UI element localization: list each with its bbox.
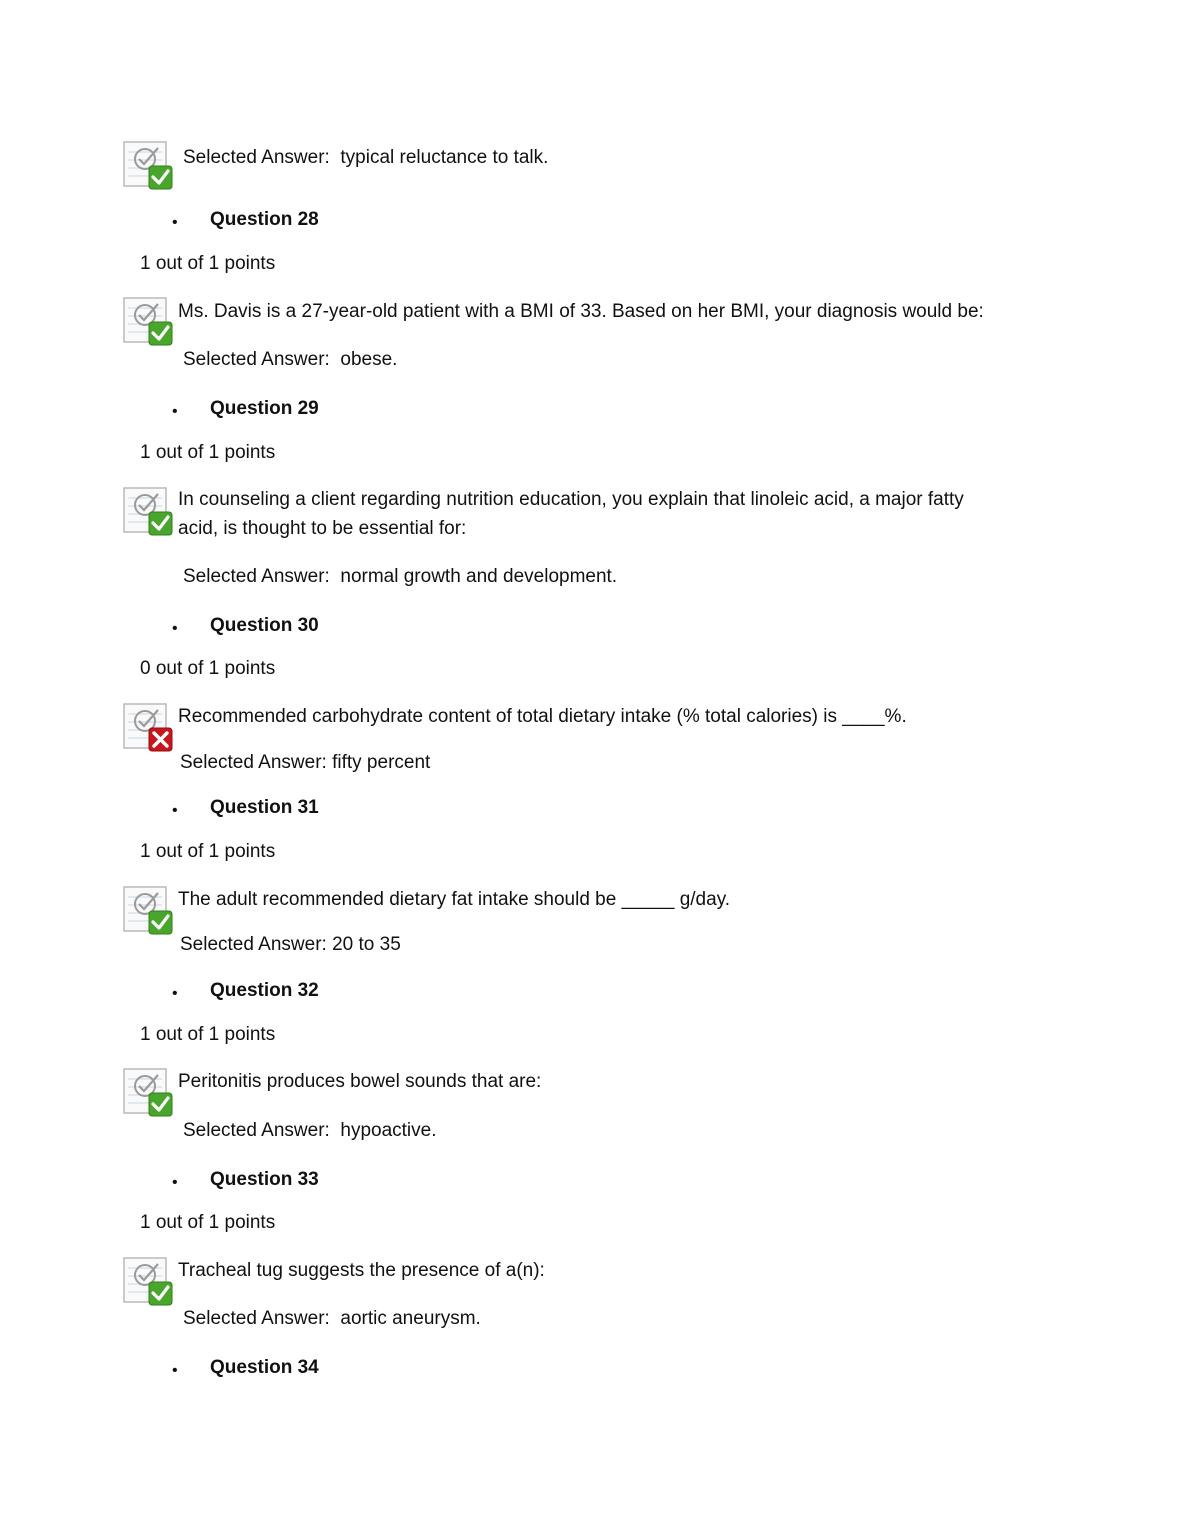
question-text: Recommended carbohydrate content of total dietary intake (% total calories) is ____%. — [178, 706, 907, 727]
question-text: The adult recommended dietary fat intake should be _____ g/day. — [178, 889, 731, 910]
selected-answer-value: obese. — [340, 349, 398, 370]
bullet: • — [172, 214, 178, 231]
points: 0 out of 1 points — [140, 658, 276, 679]
bullet: • — [172, 1362, 178, 1379]
correct-answer-icon — [122, 296, 174, 348]
points: 1 out of 1 points — [140, 253, 276, 274]
question-label: Question 28 — [210, 209, 319, 230]
bullet: • — [172, 403, 178, 420]
question-label: Question 33 — [210, 1169, 319, 1190]
bullet: • — [172, 985, 178, 1002]
selected-answer-value: aortic aneurysm. — [340, 1308, 481, 1329]
selected-answer-label: Selected Answer: — [183, 1120, 330, 1141]
selected-answer-label: Selected Answer: — [183, 349, 330, 370]
selected-answer-label: Selected Answer: — [180, 934, 327, 955]
selected-answer — [180, 752, 430, 774]
selected-answer-value: normal growth and development. — [340, 566, 618, 587]
selected-answer-label: Selected Answer: — [180, 752, 327, 773]
question-label: Question 30 — [210, 615, 319, 636]
question-label: Question 29 — [210, 398, 319, 419]
selected-answer — [183, 566, 617, 588]
question-label: Question 31 — [210, 797, 319, 818]
selected-answer — [183, 349, 397, 371]
question-text: Ms. Davis is a 27-year-old patient with a BMI of 33. Based on her BMI, your diagnosis would be: — [178, 301, 984, 322]
correct-answer-icon — [122, 1256, 174, 1308]
selected-answer — [183, 1308, 481, 1330]
correct-answer-icon — [122, 486, 174, 538]
selected-answer-label: Selected Answer: — [183, 1308, 330, 1329]
points: 1 out of 1 points — [140, 442, 276, 463]
bullet: • — [172, 802, 178, 819]
question-text: Peritonitis produces bowel sounds that are: — [178, 1071, 542, 1092]
points: 1 out of 1 points — [140, 841, 276, 862]
question-label: Question 34 — [210, 1357, 319, 1378]
selected-answer — [180, 934, 401, 956]
selected-answer — [183, 147, 548, 169]
incorrect-answer-icon — [122, 702, 174, 754]
correct-answer-icon — [122, 1067, 174, 1119]
selected-answer-label: Selected Answer: — [183, 147, 330, 168]
points: 1 out of 1 points — [140, 1212, 276, 1233]
points: 1 out of 1 points — [140, 1024, 276, 1045]
bullet: • — [172, 620, 178, 637]
correct-answer-icon — [122, 140, 174, 192]
selected-answer-value: hypoactive. — [340, 1120, 437, 1141]
correct-answer-icon — [122, 885, 174, 937]
selected-answer-value: fifty percent — [332, 752, 431, 773]
selected-answer-value: 20 to 35 — [332, 934, 401, 955]
question-label: Question 32 — [210, 980, 319, 1001]
question-text: In counseling a client regarding nutrition education, you explain that linoleic acid, a major fatty acid, is thought to be essential for: — [178, 489, 964, 539]
selected-answer-label: Selected Answer: — [183, 566, 330, 587]
question-text: Tracheal tug suggests the presence of a(n): — [178, 1260, 545, 1281]
selected-answer — [183, 1120, 437, 1142]
bullet: • — [172, 1174, 178, 1191]
selected-answer-value: typical reluctance to talk. — [340, 147, 549, 168]
